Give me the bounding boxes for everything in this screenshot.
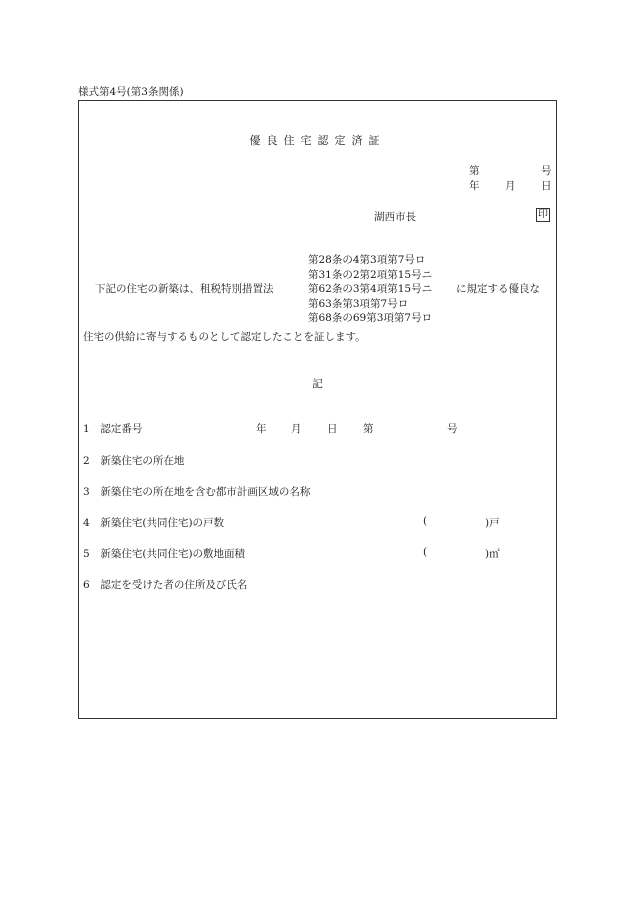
item-number: 6 bbox=[83, 579, 90, 591]
certificate-frame bbox=[78, 100, 557, 719]
form-label: 様式第4号(第3条関係) bbox=[78, 86, 184, 98]
certificate-title: 優良住宅認定済証 bbox=[249, 134, 386, 147]
item-row-6 bbox=[83, 577, 247, 592]
ki-heading: 記 bbox=[312, 378, 323, 390]
item1-dai: 第 bbox=[363, 423, 374, 435]
law-reference: 第31条の2第2項第15号ニ bbox=[308, 268, 433, 281]
item1-month: 月 bbox=[291, 423, 302, 435]
item1-day: 日 bbox=[327, 423, 338, 435]
item-number: 2 bbox=[83, 455, 90, 467]
item-row-1 bbox=[83, 421, 142, 436]
item1-year: 年 bbox=[256, 423, 267, 435]
date-year: 年 bbox=[469, 180, 480, 192]
item-row-2 bbox=[83, 453, 184, 468]
item4-unit: )戸 bbox=[485, 517, 500, 529]
item-number: 4 bbox=[83, 517, 90, 529]
body-lead: 下記の住宅の新築は、租税特別措置法 bbox=[95, 283, 274, 295]
item-number: 5 bbox=[83, 548, 90, 560]
body-tail: に規定する優良な bbox=[456, 283, 540, 295]
date-day: 日 bbox=[541, 180, 552, 192]
issuer-name: 湖西市長 bbox=[374, 211, 416, 223]
item-label: 新築住宅の所在地を含む都市計画区域の名称 bbox=[100, 486, 311, 498]
item-label: 新築住宅の所在地 bbox=[100, 455, 185, 467]
number-go: 号 bbox=[541, 165, 552, 177]
item5-unit: )㎡ bbox=[485, 548, 500, 560]
law-reference: 第63条第3項第7号ロ bbox=[308, 297, 409, 310]
law-references bbox=[308, 253, 432, 326]
body-line2: 住宅の供給に寄与するものとして認定したことを証します。 bbox=[83, 331, 366, 343]
number-dai: 第 bbox=[469, 165, 480, 177]
item-label: 新築住宅(共同住宅)の敷地面積 bbox=[100, 548, 246, 560]
item-label: 認定番号 bbox=[100, 423, 143, 435]
item-row-5 bbox=[83, 546, 245, 561]
date-month: 月 bbox=[505, 180, 516, 192]
item-label: 認定を受けた者の住所及び氏名 bbox=[100, 579, 248, 591]
item1-go: 号 bbox=[447, 423, 458, 435]
law-reference: 第62条の3第4項第15号ニ bbox=[308, 283, 433, 295]
law-reference: 第28条の4第3項第7号ロ bbox=[308, 254, 426, 266]
item-number: 3 bbox=[83, 486, 90, 498]
item-label: 新築住宅(共同住宅)の戸数 bbox=[100, 517, 225, 529]
item-row-3 bbox=[83, 484, 310, 499]
item-number: 1 bbox=[83, 423, 90, 435]
law-reference: 第68条の69第3項第7号ロ bbox=[308, 312, 433, 324]
item-row-4 bbox=[83, 515, 224, 530]
seal-mark bbox=[536, 208, 550, 222]
item5-open-paren: ( bbox=[423, 546, 428, 558]
item4-open-paren: ( bbox=[423, 515, 428, 527]
seal-icon: 印 bbox=[538, 209, 548, 220]
